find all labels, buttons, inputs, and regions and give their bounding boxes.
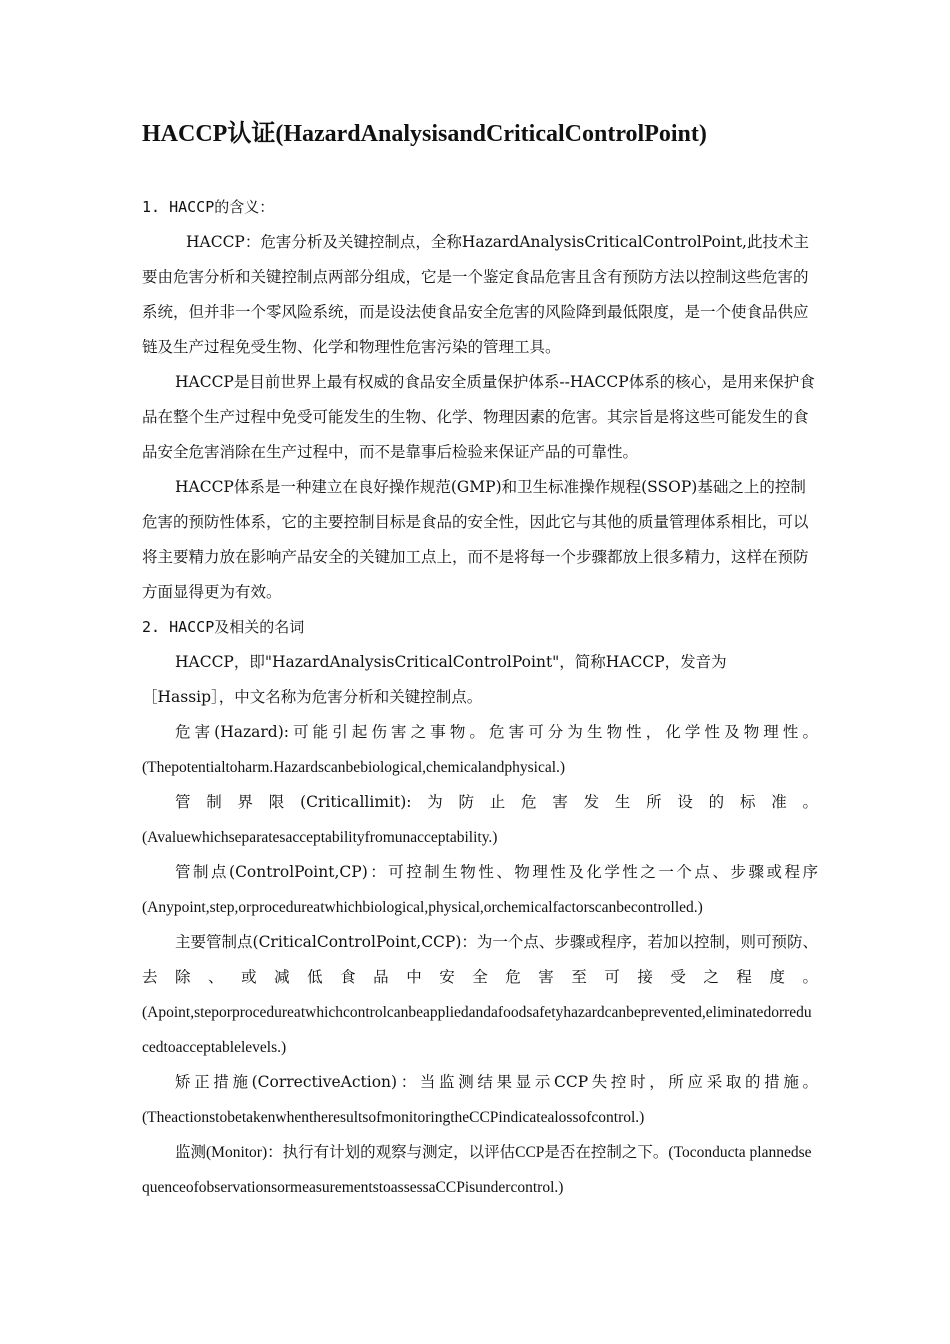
term-corrective-action: 矫正措施(CorrectiveAction)：当监测结果显示CCP失控时，所应采取的措施。 (175, 1073, 818, 1091)
term-control-point: 管制点(ControlPoint,CP)：可控制生物性、物理性及化学性之一个点、步骤或程序 (175, 863, 818, 881)
term-hazard-english: (Thepotentialtoharm.Hazardscanbebiological,chemicalandphysical.) (142, 759, 566, 776)
section-2-intro: HACCP，即"HazardAnalysisCriticalControlPoint"，简称HACCP，发音为［Hassip］，中文名称为危害分析和关键控制点。 (142, 653, 727, 706)
term-critical-limit-english: (Avaluewhichseparatesacceptabilityfromunacceptability.) (142, 829, 498, 846)
section-1-paragraph-3: HACCP体系是一种建立在良好操作规范(GMP)和卫生标准操作规程(SSOP)基础之上的控制危害的预防性体系，它的主要控制目标是食品的安全性，因此它与其他的质量管理体系相比，可以将主要精力放在影响产品安全的关键加工点上，而不是将每一个步骤都放上很多精力，这样在预防方面显得更为有效。 (142, 478, 809, 601)
term-hazard: 危害(Hazard):可能引起伤害之事物。危害可分为生物性，化学性及物理性。 (175, 723, 818, 741)
document-body (142, 190, 818, 1205)
section-2-heading: 2. HACCP及相关的名词 (142, 618, 305, 636)
section-1-paragraph-2: HACCP是目前世界上最有权威的食品安全质量保护体系--HACCP体系的核心，是用来保护食品在整个生产过程中免受可能发生的生物、化学、物理因素的危害。其宗旨是将这些可能发生的食品安全危害消除在生产过程中，而不是靠事后检验来保证产品的可靠性。 (142, 373, 815, 461)
section-1-heading: 1. HACCP的含义： (142, 198, 275, 216)
term-monitor: 监测(Monitor)：执行有计划的观察与测定，以评估CCP是否在控制之下。(Toconducta plannedsequenceofobservationsormeasurementstoassessaCCPisundercontrol.) (142, 1144, 812, 1196)
term-corrective-action-english: (TheactionstobetakenwhentheresultsofmonitoringtheCCPindicatealossofcontrol.) (142, 1109, 645, 1126)
term-control-point-english: (Anypoint,step,orprocedureatwhichbiological,physical,orchemicalfactorscanbecontrolled.) (142, 899, 703, 916)
section-1-paragraph-1: HACCP：危害分析及关键控制点，全称HazardAnalysisCriticalControlPoint,此技术主要由危害分析和关键控制点两部分组成，它是一个鉴定食品危害且含有预防方法以控制这些危害的系统，但并非一个零风险系统，而是设法使食品安全危害的风险降到最低限度，是一个使食品供应链及生产过程免受生物、化学和物理性危害污染的管理工具。 (142, 233, 809, 356)
term-critical-control-point-english: (Apoint,steporprocedureatwhichcontrolcanbeappliedandafoodsafetyhazardcanbeprevented,eliminatedorreducedtoacceptablelevels.) (142, 1004, 812, 1056)
term-critical-control-point: 主要管制点(CriticalControlPoint,CCP)：为一个点、步骤或程序，若加以控制，则可预防、去除、或减低食品中安全危害至可接受之程度。 (142, 933, 818, 986)
document-title: HACCP认证(HazardAnalysisandCriticalControlPoint) (142, 121, 707, 147)
term-critical-limit: 管制界限(Criticallimit):为防止危害发生所设的标准。 (175, 793, 818, 811)
